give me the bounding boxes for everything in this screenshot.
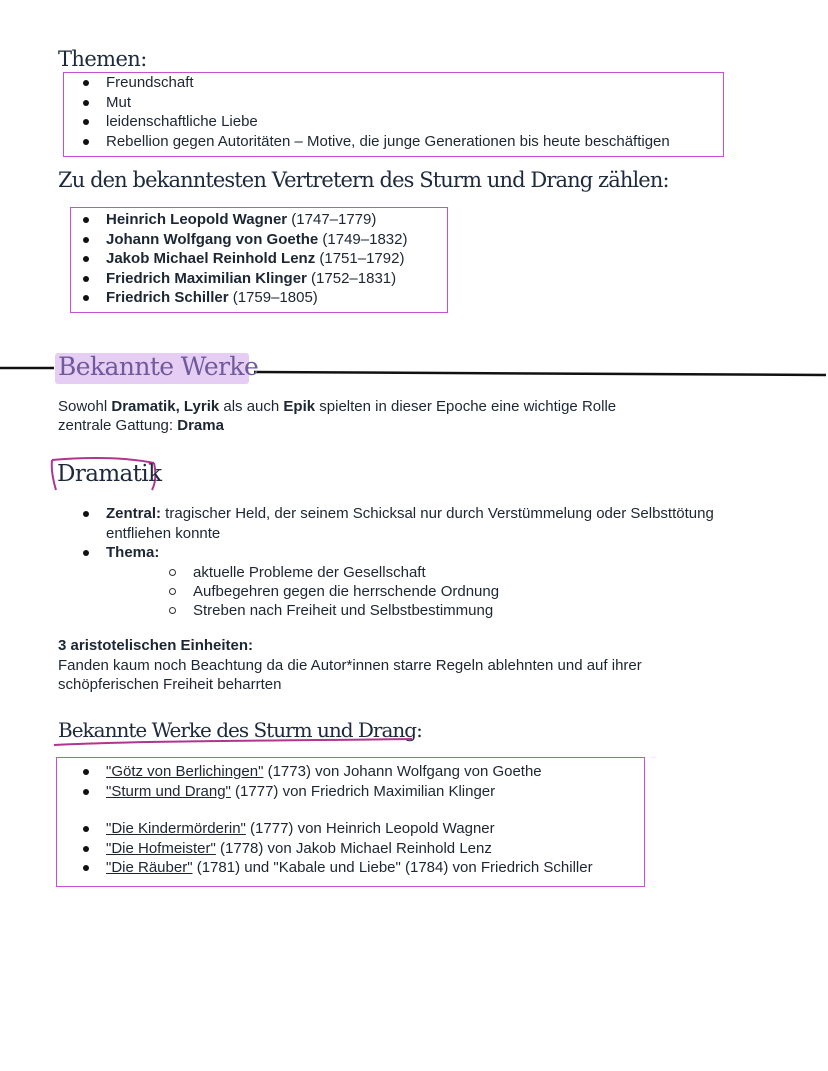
- themen-heading: Themen:: [58, 47, 147, 71]
- work-link[interactable]: "Götz von Berlichingen": [106, 763, 264, 780]
- list-item: aktuelle Probleme der Gesellschaft: [145, 563, 783, 582]
- list-item: Friedrich Schiller (1759–1805): [63, 288, 407, 308]
- list-item: Rebellion gegen Autoritäten – Motive, die junge Generationen bis heute beschäftigen: [63, 132, 670, 152]
- vertreter-list: [63, 210, 407, 308]
- list-item: "Die Räuber" (1781) und "Kabale und Liebe" (1784) von Friedrich Schiller: [63, 858, 593, 878]
- themen-list: [63, 73, 670, 151]
- werke-intro: [58, 397, 616, 435]
- work-link[interactable]: "Die Kindermörderin": [106, 820, 246, 837]
- work-link[interactable]: "Sturm und Drang": [106, 782, 231, 800]
- list-item: "Sturm und Drang" (1777) von Friedrich Maximilian Klinger: [63, 782, 593, 802]
- werke-sd-list: [63, 762, 593, 878]
- list-item: Mut: [63, 93, 670, 113]
- list-item: Heinrich Leopold Wagner (1747–1779): [63, 210, 407, 230]
- list-item: Jakob Michael Reinhold Lenz (1751–1792): [63, 249, 407, 269]
- einheiten-block: 3 aristotelischen Einheiten: Fanden kaum noch Beachtung da die Autor*innen starre Regeln ablehnten und auf ihrer schöpferischen Freiheit beharrten: [58, 637, 642, 693]
- werke-line-1: Sowohl Dramatik, Lyrik als auch Epik spielten in dieser Epoche eine wichtige Rolle: [58, 398, 617, 415]
- list-item: Zentral: tragischer Held, der seinem Schicksal nur durch Verstümmelung oder Selbsttötung entfliehen konnte: [63, 504, 783, 543]
- list-item: Johann Wolfgang von Goethe (1749–1832): [63, 230, 407, 250]
- werke-heading: Bekannte Werke: [58, 352, 259, 381]
- list-item: Thema: aktuelle Probleme der Gesellschaft Aufbegehren gegen die herrschende Ordnung Streben nach Freiheit und Selbstbestimmung: [63, 543, 783, 620]
- dramatik-list: [63, 504, 783, 620]
- list-item: leidenschaftliche Liebe: [63, 112, 670, 132]
- vertreter-heading: Zu den bekanntesten Vertretern des Sturm und Drang zählen:: [58, 168, 669, 192]
- work-link[interactable]: "Die Räuber": [106, 859, 193, 876]
- work-link[interactable]: "Die Hofmeister": [106, 839, 216, 857]
- list-item: Streben nach Freiheit und Selbstbestimmung: [145, 601, 783, 620]
- list-item: "Die Hofmeister" (1778) von Jakob Michael Reinhold Lenz: [63, 839, 593, 859]
- heading-underline: [50, 735, 420, 749]
- list-item: Aufbegehren gegen die herrschende Ordnung: [145, 582, 783, 601]
- list-item: "Götz von Berlichingen" (1773) von Johann Wolfgang von Goethe: [63, 762, 593, 782]
- list-item: "Die Kindermörderin" (1777) von Heinrich Leopold Wagner: [63, 819, 593, 839]
- thema-sublist: [145, 563, 783, 620]
- dramatik-heading: Dramatik: [57, 461, 162, 487]
- werke-line-2: zentrale Gattung: Drama: [58, 417, 224, 434]
- werke-sd-heading: Bekannte Werke des Sturm und Drang:: [58, 718, 422, 742]
- list-item: Freundschaft: [63, 73, 670, 93]
- list-item: Friedrich Maximilian Klinger (1752–1831): [63, 269, 407, 289]
